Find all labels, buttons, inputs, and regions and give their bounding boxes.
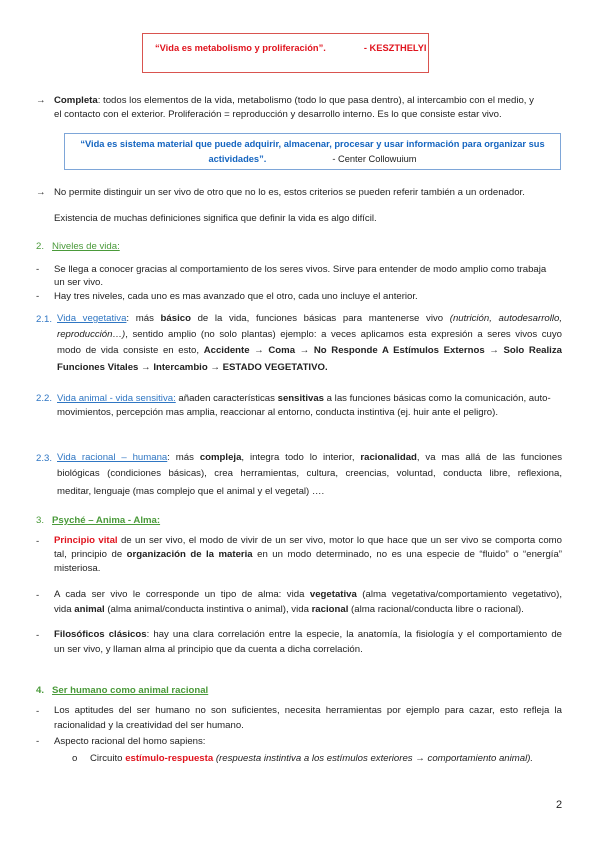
- sub-bullet-marker: o: [72, 753, 78, 764]
- niveles-bullet1-line2: un ser vivo.: [54, 277, 104, 288]
- humano-bullet2: Aspecto racional del homo sapiens:: [54, 736, 206, 747]
- quote2-line1: “Vida es sistema material que puede adquirir, almacenar, procesar y usar información para organizar sus: [80, 139, 545, 149]
- vida-animal-line1: Vida animal - vida sensitiva: añaden características sensitivas a las funciones básicas como la comunicación, auto-: [57, 393, 551, 404]
- page-number: 2: [556, 799, 563, 811]
- completa-paragraph-line1: Completa: todos los elementos de la vida, metabolismo (todo lo que pasa dentro), al intercambio con el medio, y: [54, 95, 534, 106]
- section-2-1-number: 2.1.: [36, 314, 53, 325]
- vida-animal-line2: movimientos, percepción mas amplia, reaccionar al entorno, conducta instintiva (ej. huir ante el peligro).: [57, 407, 498, 418]
- vida-vegetativa-line4: Funciones Vitales → Intercambio → ESTADO VEGETATIVO.: [57, 362, 328, 373]
- humano-bullet1-line1: Los aptitudes del ser humano no son suficientes, necesita herramientas por ejemplo para cazar, esto refleja la: [54, 705, 562, 716]
- alma-bullet1-line1: Principio vital de un ser vivo, el modo de vivir de un ser vivo, motor lo que hace que un ser vivo se comporta como: [54, 535, 562, 546]
- bullet-dash: -: [36, 590, 40, 601]
- section-3-heading: 3. Psyché – Anima - Alma:: [36, 515, 161, 526]
- circuito-estimulo-respuesta: Circuito estímulo-respuesta (respuesta instintiva a los estímulos exteriores → comportamiento animal).: [90, 753, 534, 764]
- arrow-icon: →: [36, 187, 46, 198]
- quote-author: - KESZTHELYI: [363, 43, 427, 53]
- vida-vegetativa-line3: modo de vida consiste en esto, Accidente → Coma → No Responde A Estímulos Externos → Solo Realiza: [57, 345, 562, 356]
- alma-bullet2-line2: vida animal (alma animal/conducta instintiva o animal), vida racional (alma racional/conducta libre o racional).: [54, 604, 524, 615]
- niveles-bullet1-line1: Se llega a conocer gracias al comportamiento de los seres vivos. Sirve para entender de modo amplio como trabaja: [54, 264, 547, 275]
- bullet-dash: -: [36, 264, 40, 275]
- vida-racional-line2: biológicas (condiciones básicas), crea herramientas, cultura, creencias, voluntad, conducta libre, reflexiona,: [57, 468, 562, 479]
- section-2-3-number: 2.3.: [36, 453, 53, 464]
- vida-vegetativa-line2: reproducción…), sentido amplio (no solo plantas) ejemplo: a veces aplicamos esta expresión a seres vivos cuyo: [57, 329, 562, 340]
- vida-racional-line3: meditar, lenguaje (mas complejo que el animal y el vegetal) ….: [57, 486, 325, 497]
- bullet-dash: -: [36, 291, 40, 302]
- alma-bullet1-line2: tal, principio de organización de la materia en un modo determinado, no es una especie de “fluido” o “energía”: [54, 549, 562, 560]
- vida-vegetativa-line1: Vida vegetativa: más básico de la vida, funciones básicas para mantenerse vivo (nutrición, autodesarrollo,: [57, 313, 562, 324]
- arrow-icon: →: [36, 95, 46, 106]
- completa-paragraph-line2: el contacto con el exterior. Proliferación = reproducción y desarrollo interno. Es lo que consiste estar vivo.: [54, 109, 502, 120]
- bullet-dash: -: [36, 706, 40, 717]
- alma-bullet3-line1: Filosóficos clásicos: hay una clara correlación entre la especie, la anatomía, la fisiología y el comportamiento de: [54, 629, 562, 640]
- ordenador-paragraph: No permite distinguir un ser vivo de otro que no lo es, estos criterios se pueden referir también a un ordenador.: [54, 187, 525, 198]
- bullet-dash: -: [36, 630, 40, 641]
- section-4-heading: 4. Ser humano como animal racional: [36, 685, 209, 696]
- definiciones-paragraph: Existencia de muchas definiciones significa que definir la vida es algo difícil.: [54, 213, 377, 224]
- section-2-heading: 2. Niveles de vida:: [36, 241, 120, 252]
- bullet-dash: -: [36, 536, 40, 547]
- vida-racional-line1: Vida racional – humana: más compleja, integra todo lo interior, racionalidad, va mas allá de las funciones: [57, 452, 562, 463]
- niveles-bullet2: Hay tres niveles, cada uno es mas avanzado que el otro, cada uno incluye el anterior.: [54, 291, 418, 302]
- quote2-line2: actividades”. - Center Collowuium: [208, 154, 417, 164]
- quote-keszthelyi: [155, 43, 427, 53]
- alma-bullet1-line3: misteriosa.: [54, 563, 101, 574]
- alma-bullet3-line2: un ser vivo, y llaman alma al principio que da cuenta a dicha correlación.: [54, 644, 363, 655]
- quote-box-center-collowuium: [64, 133, 561, 170]
- quote2-author: - Center Collowuium: [332, 154, 417, 164]
- bullet-dash: -: [36, 736, 40, 747]
- humano-bullet1-line2: racionalidad y la creatividad del ser humano.: [54, 720, 244, 731]
- quote-box-keszthelyi: [142, 33, 429, 73]
- section-2-2-number: 2.2.: [36, 393, 53, 404]
- alma-bullet2-line1: A cada ser vivo le corresponde un tipo de alma: vida vegetativa (alma vegetativa/comportamiento vegetativo),: [54, 589, 563, 600]
- quote-text: “Vida es metabolismo y proliferación”.: [155, 43, 326, 53]
